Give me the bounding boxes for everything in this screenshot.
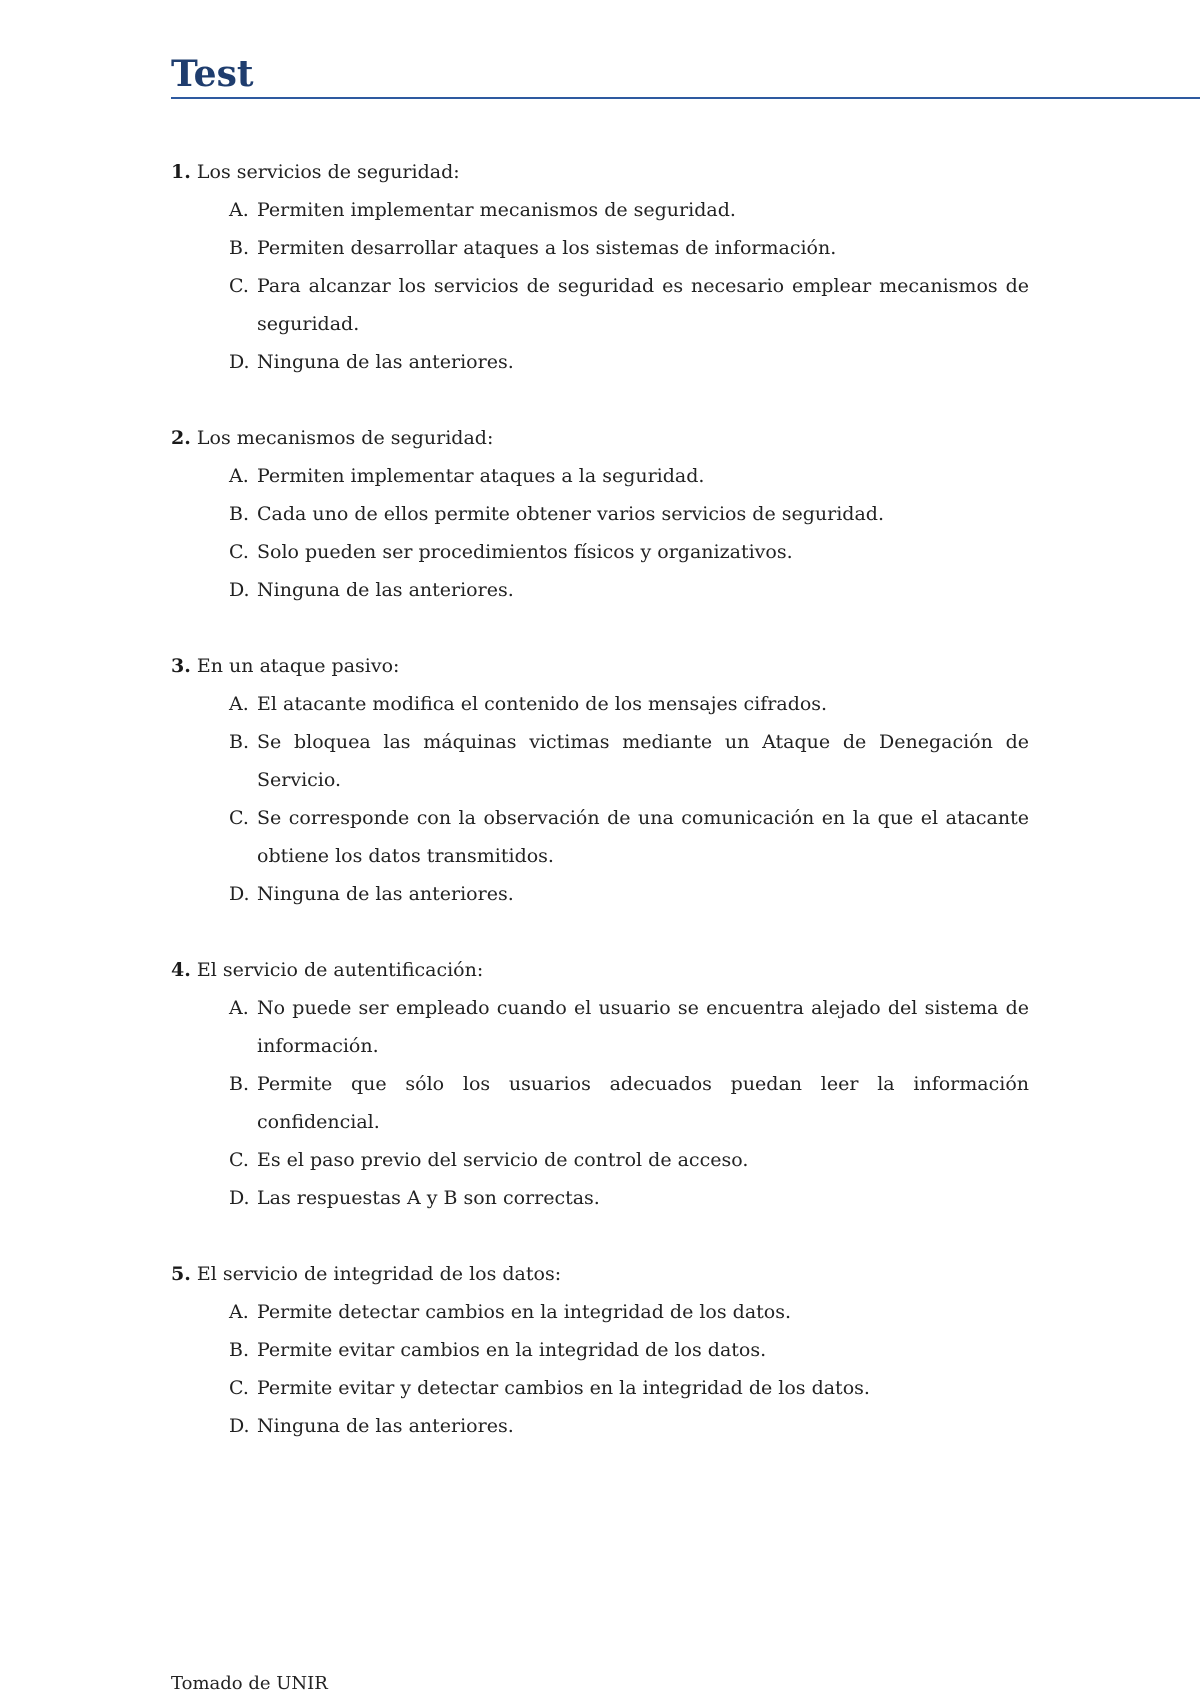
option-d <box>171 343 1029 381</box>
option-text: No puede ser empleado cuando el usuario se encuentra alejado del sistema de información. <box>257 997 1029 1057</box>
option-a <box>171 457 1029 495</box>
question-stem: 4. El servicio de autentificación: <box>171 959 484 981</box>
question-stem: 1. Los servicios de seguridad: <box>171 161 460 183</box>
option-letter: A. <box>229 199 249 221</box>
option-letter: B. <box>229 1339 250 1361</box>
option-letter: D. <box>229 579 250 601</box>
option-text: Para alcanzar los servicios de seguridad es necesario emplear mecanismos de seguridad. <box>257 275 1029 335</box>
question-number: 3 <box>171 655 185 677</box>
option-letter: C. <box>229 541 249 563</box>
option-a <box>171 1293 1029 1331</box>
option-text: Permite que sólo los usuarios adecuados puedan leer la información confidencial. <box>257 1073 1029 1133</box>
option-d <box>171 571 1029 609</box>
option-a <box>171 989 1029 1065</box>
option-list <box>171 1293 1029 1445</box>
option-letter: D. <box>229 351 250 373</box>
option-letter: C. <box>229 275 249 297</box>
option-b <box>171 495 1029 533</box>
option-text: Las respuestas A y B son correctas. <box>257 1187 600 1209</box>
question-4 <box>171 951 1029 1217</box>
question-stem: 3. En un ataque pasivo: <box>171 655 400 677</box>
option-list <box>171 685 1029 913</box>
question-number: 2 <box>171 427 185 449</box>
option-letter: D. <box>229 883 250 905</box>
option-text: Permiten desarrollar ataques a los sistemas de información. <box>257 237 837 259</box>
option-text: Solo pueden ser procedimientos físicos y organizativos. <box>257 541 793 563</box>
option-letter: B. <box>229 237 250 259</box>
option-b <box>171 1331 1029 1369</box>
option-text: Se bloquea las máquinas victimas mediante un Ataque de Denegación de Servicio. <box>257 731 1029 791</box>
option-letter: C. <box>229 1377 249 1399</box>
page-footer: Tomado de UNIR <box>171 1673 328 1694</box>
question-stem: 5. El servicio de integridad de los datos: <box>171 1263 562 1285</box>
option-b <box>171 723 1029 799</box>
question-text: En un ataque pasivo: <box>196 655 400 677</box>
option-c <box>171 533 1029 571</box>
option-text: El atacante modifica el contenido de los mensajes cifrados. <box>257 693 828 715</box>
title-underline <box>171 97 1200 99</box>
option-text: Ninguna de las anteriores. <box>257 1415 514 1437</box>
option-letter: B. <box>229 731 250 753</box>
page-title: Test <box>171 53 254 95</box>
question-number: 5 <box>171 1263 185 1285</box>
option-letter: A. <box>229 1301 249 1323</box>
option-text: Es el paso previo del servicio de control de acceso. <box>257 1149 749 1171</box>
option-list <box>171 191 1029 381</box>
option-letter: D. <box>229 1415 250 1437</box>
option-c <box>171 267 1029 343</box>
option-letter: C. <box>229 1149 249 1171</box>
option-text: Ninguna de las anteriores. <box>257 351 514 373</box>
option-letter: C. <box>229 807 249 829</box>
question-1 <box>171 153 1029 381</box>
option-a <box>171 191 1029 229</box>
question-number: 1 <box>171 161 185 183</box>
option-text: Permiten implementar ataques a la seguridad. <box>257 465 705 487</box>
option-d <box>171 1179 1029 1217</box>
option-b <box>171 229 1029 267</box>
option-letter: A. <box>229 465 249 487</box>
option-text: Cada uno de ellos permite obtener varios servicios de seguridad. <box>257 503 884 525</box>
option-b <box>171 1065 1029 1141</box>
option-letter: B. <box>229 503 250 525</box>
question-2 <box>171 419 1029 609</box>
option-letter: B. <box>229 1073 250 1095</box>
question-list <box>171 153 1029 1483</box>
option-letter: A. <box>229 997 249 1019</box>
question-text: El servicio de integridad de los datos: <box>196 1263 562 1285</box>
option-letter: A. <box>229 693 249 715</box>
option-c <box>171 1369 1029 1407</box>
option-d <box>171 875 1029 913</box>
option-list <box>171 457 1029 609</box>
option-c <box>171 799 1029 875</box>
option-text: Permite detectar cambios en la integridad de los datos. <box>257 1301 792 1323</box>
question-5 <box>171 1255 1029 1445</box>
option-text: Permite evitar cambios en la integridad de los datos. <box>257 1339 767 1361</box>
option-text: Permite evitar y detectar cambios en la integridad de los datos. <box>257 1377 870 1399</box>
question-number: 4 <box>171 959 185 981</box>
option-c <box>171 1141 1029 1179</box>
question-text: Los mecanismos de seguridad: <box>196 427 494 449</box>
question-text: El servicio de autentificación: <box>196 959 484 981</box>
question-text: Los servicios de seguridad: <box>196 161 460 183</box>
option-list <box>171 989 1029 1217</box>
option-text: Permiten implementar mecanismos de seguridad. <box>257 199 736 221</box>
option-d <box>171 1407 1029 1445</box>
option-text: Se corresponde con la observación de una comunicación en la que el atacante obtiene los datos transmitidos. <box>257 807 1029 867</box>
option-letter: D. <box>229 1187 250 1209</box>
option-text: Ninguna de las anteriores. <box>257 579 514 601</box>
option-text: Ninguna de las anteriores. <box>257 883 514 905</box>
question-3 <box>171 647 1029 913</box>
question-stem: 2. Los mecanismos de seguridad: <box>171 427 494 449</box>
option-a <box>171 685 1029 723</box>
